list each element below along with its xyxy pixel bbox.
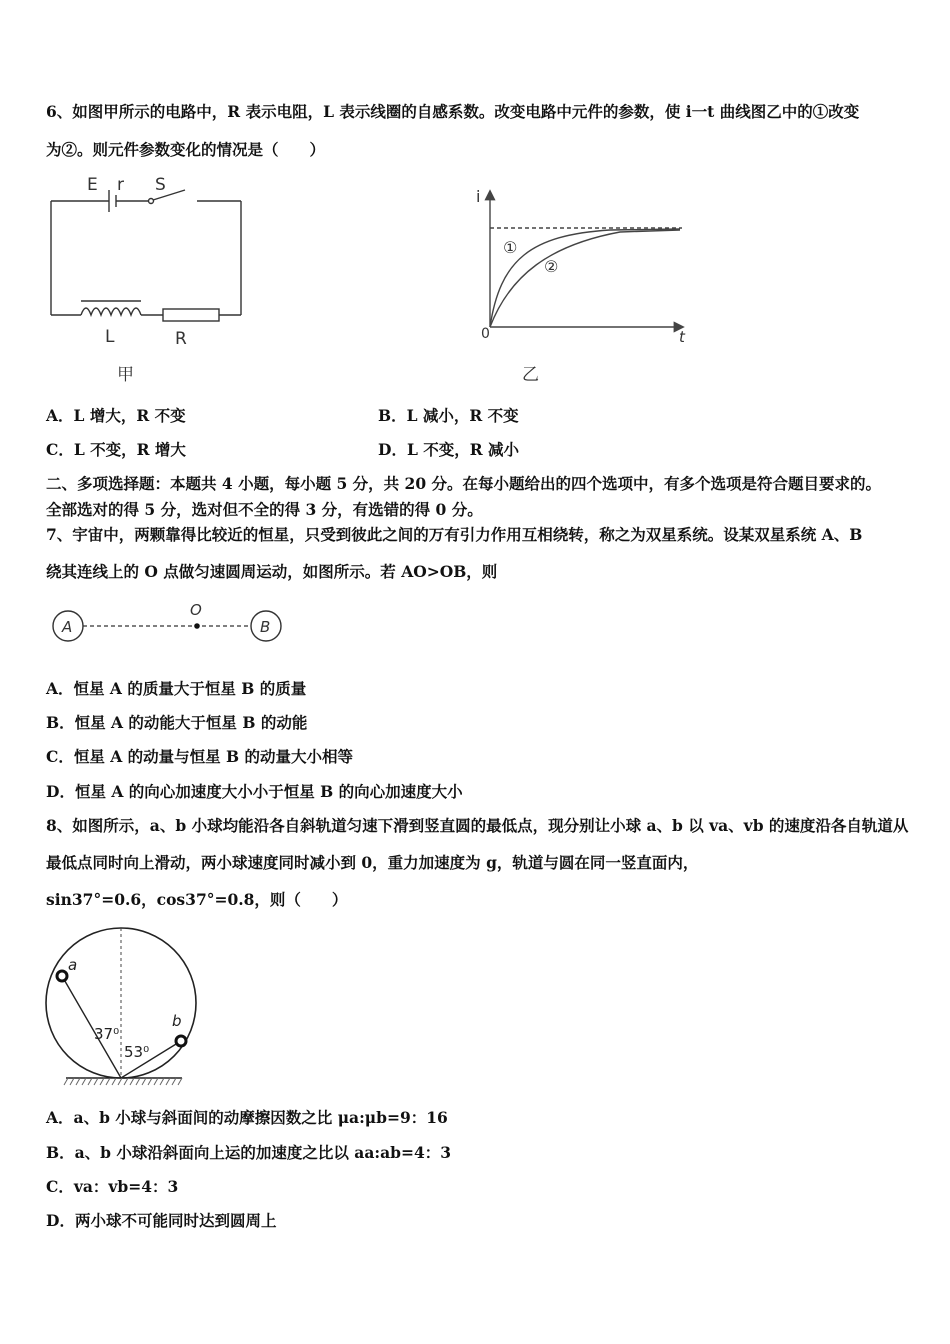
q6-it-graph <box>470 180 695 390</box>
graph-axis-t: t <box>679 328 685 346</box>
q6-option-a: A．L 增大，R 不变 <box>46 406 186 425</box>
circuit-label-resistor: R <box>175 329 187 349</box>
ball-a-label: a <box>68 956 78 974</box>
ball-a <box>57 971 67 981</box>
q6-stem-line1: 6、如图甲所示的电路中，R 表示电阻，L 表示线圈的自感系数。改变电路中元件的参数，使 i一t 曲线图乙中的①改变 <box>46 102 860 121</box>
q6-option-c: C．L 不变，R 增大 <box>46 440 186 459</box>
q7-option-b: B．恒星 A 的动能大于恒星 B 的动能 <box>46 713 308 732</box>
q8-option-c: C．va：vb=4：3 <box>46 1177 179 1196</box>
angle-37-label: 37⁰ <box>94 1025 120 1043</box>
q8-stem-line2: 最低点同时向上滑动，两小球速度同时减小到 0，重力加速度为 g，轨道与圆在同一竖直面内， <box>46 853 699 872</box>
q8-stem-line1: 8、如图所示，a、b 小球均能沿各自斜轨道匀速下滑到竖直圆的最低点，现分别让小球 a、b 以 va、vb 的速度沿各自轨道从 <box>46 816 909 835</box>
section2-line1: 二、多项选择题：本题共 4 小题，每小题 5 分，共 20 分。在每小题给出的四个选项中，有多个选项是符合题目要求的。 <box>46 474 882 493</box>
q8-option-a: A．a、b 小球与斜面间的动摩擦因数之比 μa:μb=9：16 <box>46 1108 448 1127</box>
curve-2 <box>490 230 680 327</box>
q7-option-d: D．恒星 A 的向心加速度大小小于恒星 B 的向心加速度大小 <box>46 782 463 801</box>
curve-1 <box>490 229 680 327</box>
center-o-label: O <box>190 601 202 619</box>
ball-b <box>176 1036 186 1046</box>
graph-curve2-label: ② <box>544 257 559 276</box>
circuit-label-e: E <box>87 175 98 195</box>
section2-line2: 全部选对的得 5 分，选对但不全的得 3 分，有选错的得 0 分。 <box>46 500 483 519</box>
graph-axis-i: i <box>476 187 481 206</box>
q8-stem-line3: sin37°=0.6，cos37°=0.8，则（ ） <box>46 890 348 909</box>
circuit-label-l: L <box>105 327 115 347</box>
q7-binary-star-diagram <box>48 598 293 648</box>
q7-stem-line2: 绕其连线上的 O 点做匀速圆周运动，如图所示。若 AO>OB，则 <box>46 562 498 581</box>
q6-stem-line2: 为②。则元件参数变化的情况是（ ） <box>46 140 326 159</box>
star-a-label: A <box>62 618 73 636</box>
graph-caption: 乙 <box>522 365 539 385</box>
ball-b-label: b <box>172 1012 182 1030</box>
graph-origin: 0 <box>481 326 490 342</box>
q7-option-c: C．恒星 A 的动量与恒星 B 的动量大小相等 <box>46 747 354 766</box>
circuit-label-r: r <box>117 175 124 195</box>
angle-53-label: 53⁰ <box>124 1043 150 1061</box>
star-b-label: B <box>260 618 271 636</box>
q7-option-a: A．恒星 A 的质量大于恒星 B 的质量 <box>46 679 307 698</box>
q8-option-d: D．两小球不可能同时达到圆周上 <box>46 1211 277 1230</box>
q7-stem-line1: 7、宇宙中，两颗靠得比较近的恒星，只受到彼此之间的万有引力作用互相绕转，称之为双星系统。设某双星系统 A、B <box>46 525 863 544</box>
graph-curve1-label: ① <box>503 238 518 257</box>
q8-circle-diagram <box>44 926 204 1088</box>
q6-option-d: D．L 不变，R 减小 <box>378 440 520 459</box>
q6-option-b: B．L 减小，R 不变 <box>378 406 519 425</box>
q8-option-b: B．a、b 小球沿斜面向上运的加速度之比以 aa:ab=4：3 <box>46 1143 452 1162</box>
q6-circuit-diagram <box>45 168 255 393</box>
center-o <box>194 623 200 629</box>
circuit-label-s: S <box>155 175 166 195</box>
circuit-caption: 甲 <box>117 365 134 385</box>
